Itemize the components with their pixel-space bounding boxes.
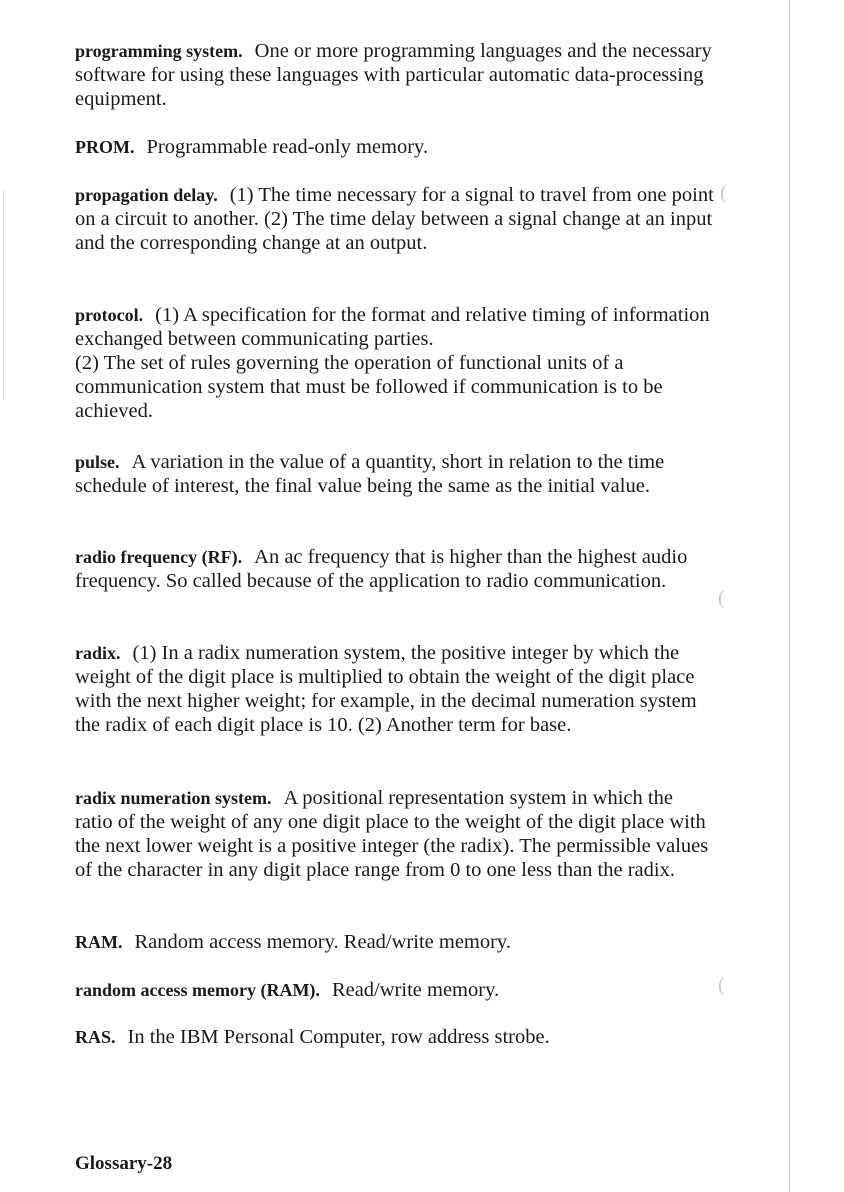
glossary-entry (75, 135, 715, 159)
page-footer-label: Glossary-28 (75, 1153, 173, 1174)
scan-artifact: ( (720, 182, 727, 204)
scan-artifact: ( (718, 974, 725, 996)
entry-term: PROM. (75, 137, 135, 157)
entry-term: pulse. (75, 452, 120, 472)
glossary-entry (75, 641, 715, 737)
glossary-entry (75, 450, 715, 498)
glossary-entry (75, 930, 715, 954)
entry-definition: A positional representation system in which the ratio of the weight of any one digit place to the weight of the digit place with the next lower weight is a positive integer (the radix). The permissible values of the character in any digit place range from 0 to one less than the radix. (75, 787, 709, 881)
scan-margin-line (3, 190, 4, 400)
glossary-entry (75, 786, 715, 882)
entry-definition: Read/write memory. (331, 979, 500, 1001)
page-edge-line (789, 0, 790, 1192)
entry-term: radio frequency (RF). (75, 547, 243, 567)
entry-definition: (1) The time necessary for a signal to travel from one point on a circuit to another. (2) The time delay between a signal change at an input and the corresponding change at an output. (75, 184, 714, 254)
entry-definition: (2) The set of rules governing the operation of functional units of a communication system that must be followed if communication is to be achieved. (75, 352, 663, 422)
entry-definition: A variation in the value of a quantity, short in relation to the time schedule of interest, the final value being the same as the initial value. (75, 451, 665, 497)
entry-definition: Random access memory. Read/write memory. (134, 931, 511, 953)
glossary-entry (75, 1025, 715, 1049)
glossary-entry (75, 978, 715, 1002)
entry-term: RAS. (75, 1027, 116, 1047)
entry-term: RAM. (75, 932, 123, 952)
entry-definition: One or more programming languages and the necessary software for using these languages with particular automatic data-processing equipment. (75, 40, 712, 110)
entry-definition: In the IBM Personal Computer, row address strobe. (127, 1026, 550, 1048)
entry-definition: (1) A specification for the format and relative timing of information exchanged between communicating parties. (75, 304, 710, 350)
entry-definition: Programmable read-only memory. (146, 136, 429, 158)
entry-term: programming system. (75, 41, 243, 61)
entry-definition: (1) In a radix numeration system, the positive integer by which the weight of the digit place is multiplied to obtain the weight of the digit place with the next higher weight; for example, in the decimal numeration system the radix of each digit place is 10. (2) Another term for base. (75, 642, 697, 736)
entry-term: random access memory (RAM). (75, 980, 320, 1000)
scan-artifact: ( (718, 587, 725, 609)
glossary-entry (75, 545, 715, 593)
glossary-entry (75, 39, 715, 111)
entry-definition: An ac frequency that is higher than the highest audio frequency. So called because of the application to radio communication. (75, 546, 688, 592)
glossary-entry (75, 303, 715, 423)
entry-term: radix. (75, 643, 121, 663)
glossary-entry (75, 183, 715, 255)
entry-term: propagation delay. (75, 185, 218, 205)
entry-term: radix numeration system. (75, 788, 272, 808)
entry-term: protocol. (75, 305, 144, 325)
